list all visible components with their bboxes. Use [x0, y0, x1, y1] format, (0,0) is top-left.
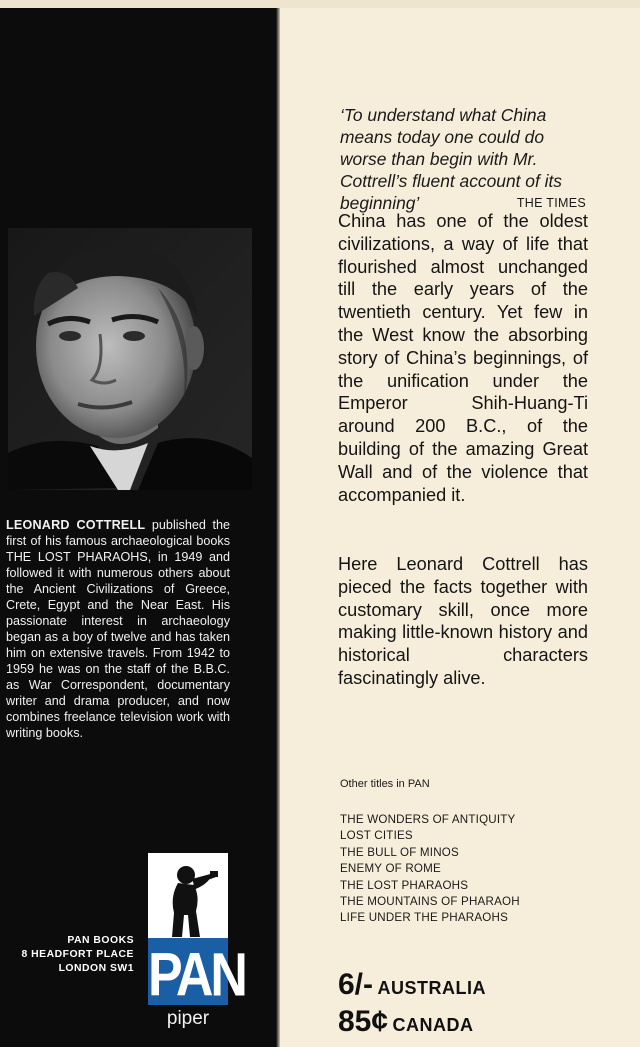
other-titles-list: [340, 812, 520, 927]
author-bio: [6, 517, 230, 741]
price-region: CANADA: [392, 1015, 474, 1035]
publisher-line: 8 HEADFORT PLACE: [21, 949, 134, 960]
description-paragraph: Here Leonard Cottrell has pieced the facts together with customary skill, once more making little-known history and historical characters fascinatingly alive.: [338, 554, 588, 688]
price-australia: [338, 968, 486, 1002]
review-quote: [340, 104, 586, 214]
author-name: LEONARD COTTRELL: [6, 518, 146, 532]
publisher-line: LONDON SW1: [58, 963, 134, 974]
author-bio-text: published the first of his famous archaeological books THE LOST PHARAOHS, in 1949 and followed it with numerous others about the Ancient Civilizations of Greece, Crete, Egypt and the Near East. His passionate interest in archaeology began as a boy of twelve and has taken him on extensive travels. From 1942 to 1959 he was on the staff of the B.B.C. as War Correspondent, documentary writer and drama producer, and now combines freelance television work with writing books.: [6, 518, 230, 740]
price-value: 85¢: [338, 1005, 389, 1038]
review-quote-text: ‘To understand what China means today one could do worse than begin with Mr. Cottrell’s fluent account of its beginning’: [340, 105, 563, 213]
pan-logo: [148, 853, 245, 1010]
other-title-item: THE WONDERS OF ANTIQUITY: [340, 813, 516, 826]
publisher-address: [6, 934, 134, 976]
author-photo: [8, 228, 252, 490]
other-titles-heading: Other titles in PAN: [340, 778, 430, 790]
piper-figure-icon: [148, 853, 228, 939]
pan-logo-text: PAN: [148, 940, 245, 1010]
other-title-item: LIFE UNDER THE PHARAOHS: [340, 911, 509, 925]
cover-fold: [276, 0, 280, 1047]
other-title-item: THE LOST PHARAOHS: [340, 878, 469, 892]
piper-imprint: piper: [166, 1008, 210, 1029]
description-paragraph: China has one of the oldest civilizations, a way of life that flourished almost unchanged till the early years of the twentieth century. Yet few in the West know the absorbing story of China’s beginnings, of the unification under the Emperor Shih-Huang-Ti around 200 B.C., of the building of the amazing Great Wall and of the violence that accompanied it.: [338, 211, 588, 505]
publisher-line: PAN BOOKS: [67, 935, 134, 946]
price-region: AUSTRALIA: [377, 978, 486, 998]
other-title-item: ENEMY OF ROME: [340, 862, 441, 876]
other-title-item: THE BULL OF MINOS: [340, 845, 459, 859]
price-value: 6/-: [338, 968, 374, 1001]
other-title-item: LOST CITIES: [340, 829, 413, 843]
price-canada: [338, 1005, 474, 1039]
other-title-item: THE MOUNTAINS OF PHARAOH: [340, 895, 520, 909]
top-edge: [0, 0, 640, 8]
review-quote-source: THE TIMES: [516, 196, 586, 210]
